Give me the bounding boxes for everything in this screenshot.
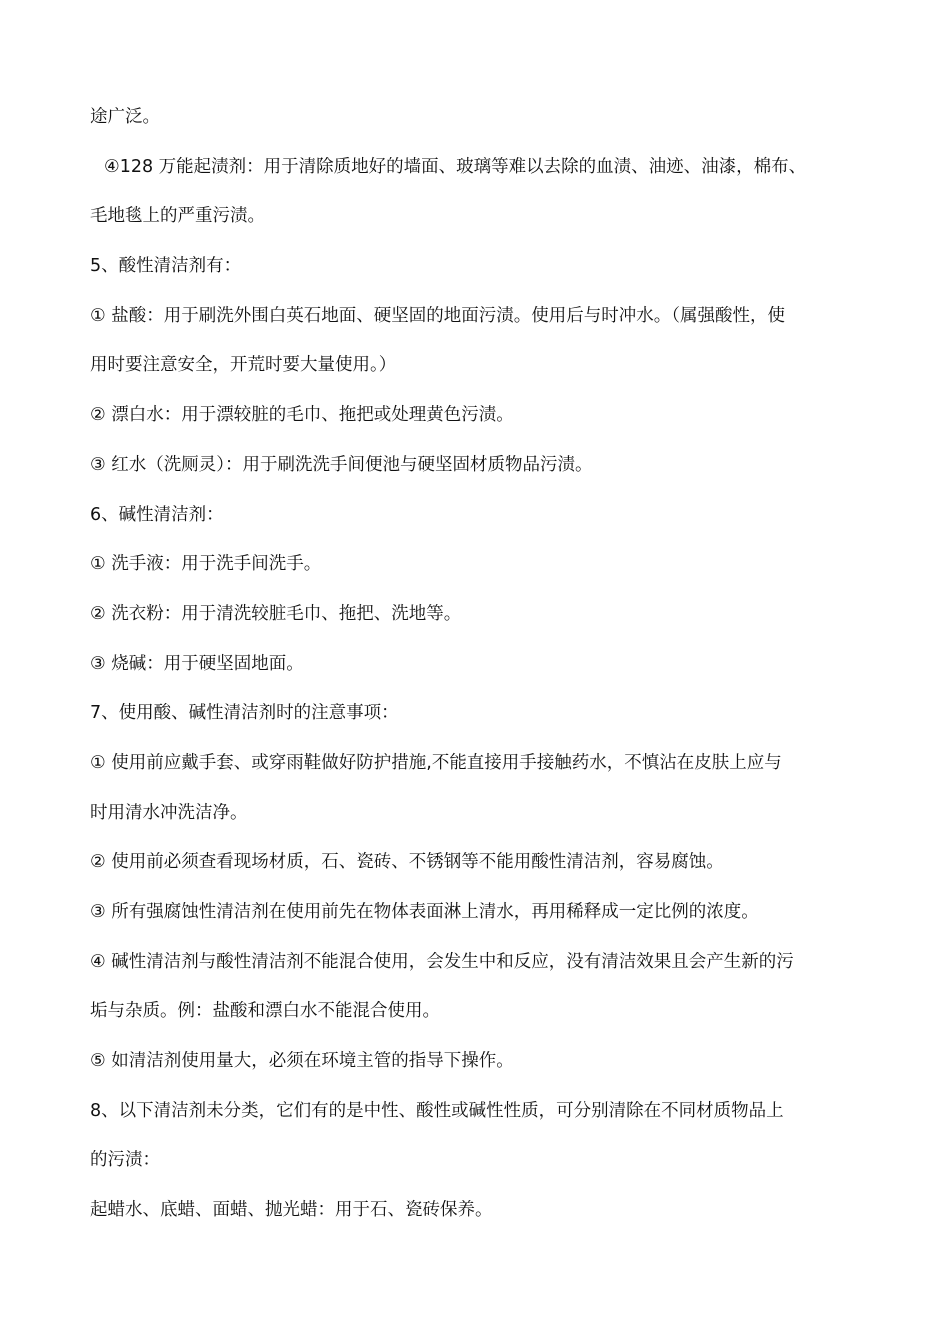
text-line: 途广泛。 xyxy=(90,107,160,127)
text-line: ② 使用前必须查看现场材质，石、瓷砖、不锈钢等不能用酸性清洁剂，容易腐蚀。 xyxy=(90,852,724,873)
text-line: ④ 碱性清洁剂与酸性清洁剂不能混合使用，会发生中和反应，没有清洁效果且会产生新的污 xyxy=(90,951,794,972)
text-line: ① 盐酸：用于刷洗外围白英石地面、硬坚固的地面污渍。使用后与时冲水。（属强酸性，使 xyxy=(90,305,785,326)
document-body xyxy=(90,93,880,1236)
text-line: ③ 所有强腐蚀性清洁剂在使用前先在物体表面淋上清水，再用稀释成一定比例的浓度。 xyxy=(90,902,759,922)
text-line: ① 使用前应戴手套、或穿雨鞋做好防护措施,不能直接用手接触药水，不慎沾在皮肤上应与 xyxy=(90,752,782,773)
text-line: ① 洗手液：用于洗手间洗手。 xyxy=(90,554,322,575)
text-line: ③ 烧碱：用于硬坚固地面。 xyxy=(90,653,304,674)
text-line: ② 漂白水：用于漂较脏的毛巾、拖把或处理黄色污渍。 xyxy=(90,405,514,426)
section-heading: 7、使用酸、碱性清洁剂时的注意事项： xyxy=(90,703,399,724)
text-line: ② 洗衣粉：用于清洗较脏毛巾、拖把、洗地等。 xyxy=(90,603,462,624)
text-line: 毛地毯上的严重污渍。 xyxy=(90,206,265,227)
text-line: ④128 万能起渍剂：用于清除质地好的墙面、玻璃等难以去除的血渍、油迹、油漆，棉布、 xyxy=(104,156,807,177)
text-line: 起蜡水、底蜡、面蜡、抛光蜡：用于石、瓷砖保养。 xyxy=(90,1200,493,1221)
text-line: 的污渍： xyxy=(90,1150,160,1171)
text-line: 垢与杂质。例：盐酸和漂白水不能混合使用。 xyxy=(90,1001,440,1022)
text-line: ③ 红水（洗厕灵）：用于刷洗洗手间便池与硬坚固材质物品污渍。 xyxy=(90,454,593,475)
section-heading: 8、以下清洁剂未分类，它们有的是中性、酸性或碱性性质，可分别清除在不同材质物品上 xyxy=(90,1100,784,1121)
text-line: 用时要注意安全，开荒时要大量使用。） xyxy=(90,355,397,376)
section-heading: 6、碱性清洁剂： xyxy=(90,504,224,525)
section-heading: 5、酸性清洁剂有： xyxy=(90,256,242,277)
text-line: 时用清水冲洗洁净。 xyxy=(90,802,248,823)
text-line: ⑤ 如清洁剂使用量大，必须在环境主管的指导下操作。 xyxy=(90,1051,514,1072)
